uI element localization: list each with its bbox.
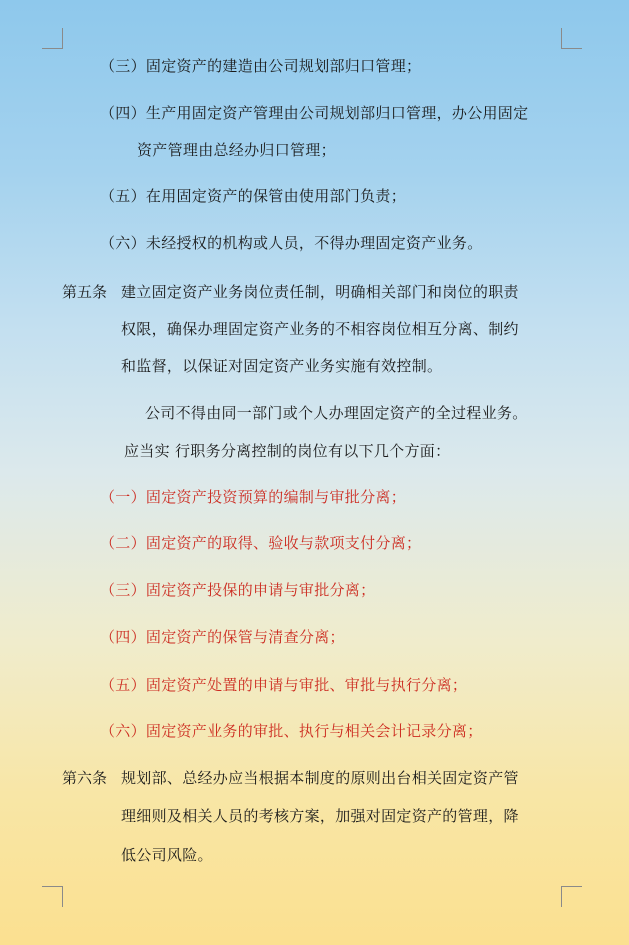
separation-item-3: （三）固定资产投保的申请与审批分离； (100, 581, 376, 599)
article-5-paragraph-1: 公司不得由同一部门或个人办理固定资产的全过程业务。 (145, 404, 528, 422)
article-5-label: 第五条 (62, 283, 108, 301)
separation-item-5: （五）固定资产处置的申请与审批、审批与执行分离； (100, 676, 468, 694)
list-item-6: （六）未经授权的机构或人员，不得办理固定资产业务。 (100, 234, 483, 252)
separation-item-6: （六）固定资产业务的审批、执行与相关会计记录分离； (100, 722, 483, 740)
list-item-4: （四）生产用固定资产管理由公司规划部归口管理，办公用固定 (100, 104, 529, 122)
article-6-line-3: 低公司风险。 (121, 846, 213, 864)
crop-mark-bottom-right (561, 886, 582, 907)
article-6-label: 第六条 (62, 769, 108, 787)
separation-item-1: （一）固定资产投资预算的编制与审批分离； (100, 488, 407, 506)
article-5-line-1: 建立固定资产业务岗位责任制，明确相关部门和岗位的职责 (121, 283, 519, 301)
separation-item-2: （二）固定资产的取得、验收与款项支付分离； (100, 534, 422, 552)
article-5-line-2: 权限，确保办理固定资产业务的不相容岗位相互分离、制约 (121, 320, 519, 338)
article-6-line-2: 理细则及相关人员的考核方案，加强对固定资产的管理，降 (121, 807, 519, 825)
list-item-5: （五）在用固定资产的保管由使用部门负责； (100, 187, 407, 205)
article-5-paragraph-2: 应当实 行职务分离控制的岗位有以下几个方面： (124, 442, 451, 460)
crop-mark-top-left (42, 28, 63, 49)
article-6-line-1: 规划部、总经办应当根据本制度的原则出台相关固定资产管 (121, 769, 519, 787)
separation-item-4: （四）固定资产的保管与清查分离； (100, 628, 345, 646)
list-item-4-continued: 资产管理由总经办归口管理； (137, 141, 336, 159)
crop-mark-bottom-left (42, 886, 63, 907)
article-5-line-3: 和监督，以保证对固定资产业务实施有效控制。 (121, 357, 443, 375)
list-item-3: （三）固定资产的建造由公司规划部归口管理； (100, 57, 422, 75)
crop-mark-top-right (561, 28, 582, 49)
